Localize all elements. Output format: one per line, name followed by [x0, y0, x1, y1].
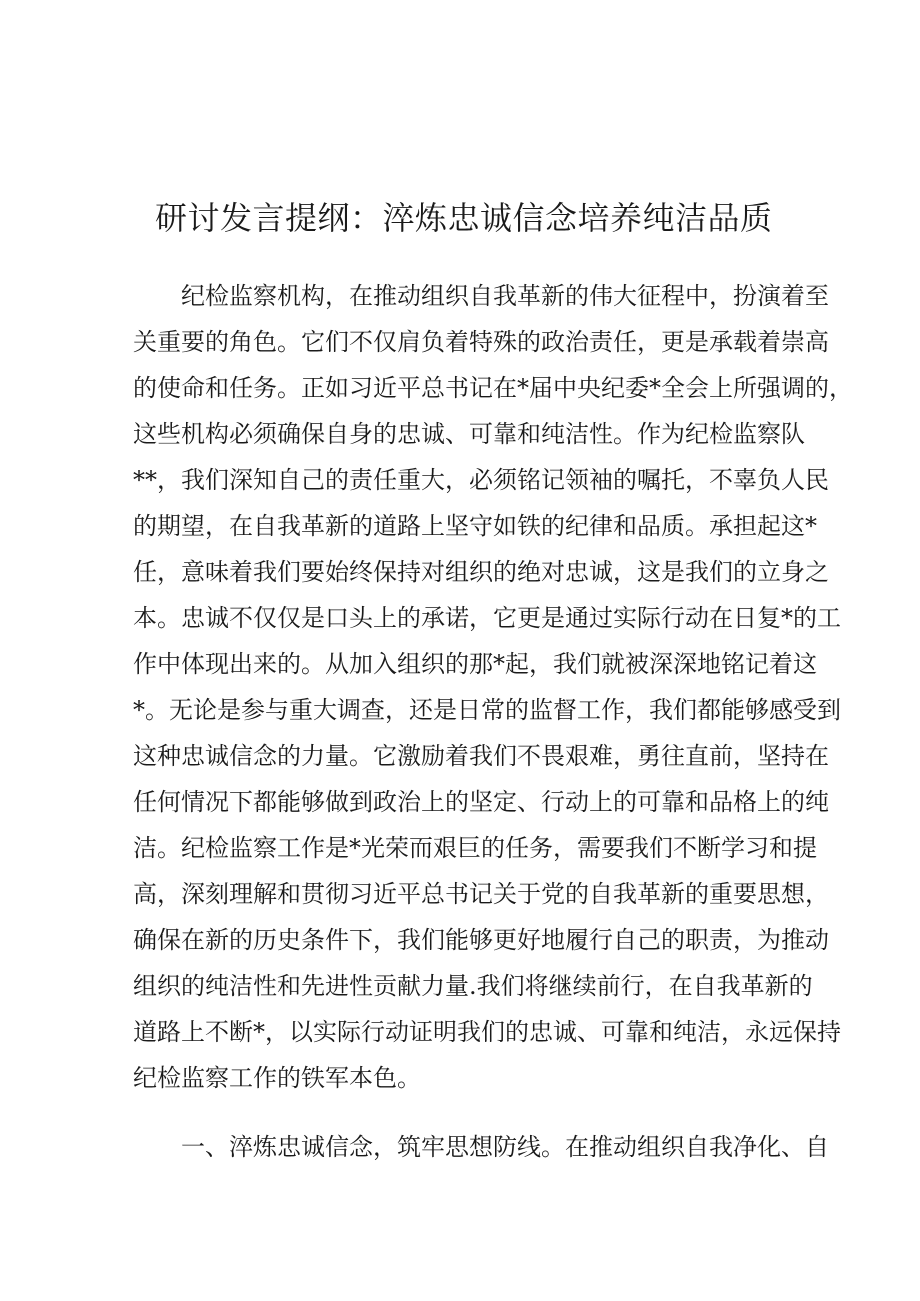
paragraph-line: 本。忠诚不仅仅是口头上的承诺，它更是通过实际行动在日复*的工: [133, 604, 841, 632]
paragraph-line: 纪检监察工作的铁军本色。: [133, 1064, 421, 1092]
paragraph-line: **，我们深知自己的责任重大，必须铭记领袖的嘱托，不辜负人民: [133, 466, 829, 494]
paragraph-line: 任何情况下都能够做到政治上的坚定、行动上的可靠和品格上的纯: [133, 788, 829, 816]
paragraph-line: 的期望，在自我革新的道路上坚守如铁的纪律和品质。承担起这*: [133, 512, 817, 540]
paragraph-line: 纪检监察机构，在推动组织自我革新的伟大征程中，扮演着至: [181, 282, 829, 310]
paragraph-line: 组织的纯洁性和先进性贡献力量.我们将继续前行，在自我革新的: [133, 972, 813, 1000]
paragraph-line: 高，深刻理解和贯彻习近平总书记关于党的自我革新的重要思想，: [133, 880, 829, 908]
paragraph-line: 关重要的角色。它们不仅肩负着特殊的政治责任，更是承载着崇高: [133, 328, 829, 356]
paragraph-line: 道路上不断*，以实际行动证明我们的忠诚、可靠和纯洁，永远保持: [133, 1018, 841, 1046]
paragraph-line: 确保在新的历史条件下，我们能够更好地履行自己的职责，为推动: [133, 926, 829, 954]
paragraph-line: 任，意味着我们要始终保持对组织的绝对忠诚，这是我们的立身之: [133, 558, 829, 586]
document-title: 研讨发言提纲：淬炼忠诚信念培养纯洁品质: [155, 199, 773, 237]
paragraph-line: 洁。纪检监察工作是*光荣而艰巨的任务，需要我们不断学习和提: [133, 834, 817, 862]
paragraph-line: 这种忠诚信念的力量。它激励着我们不畏艰难，勇往直前，坚持在: [133, 742, 829, 770]
paragraph-line: *。无论是参与重大调查，还是日常的监督工作，我们都能够感受到: [133, 696, 841, 724]
paragraph-line: 作中体现出来的。从加入组织的那*起，我们就被深深地铭记着这: [133, 650, 817, 678]
paragraph-line: 这些机构必须确保自身的忠诚、可靠和纯洁性。作为纪检监察队: [133, 420, 805, 448]
paragraph-line: 的使命和任务。正如习近平总书记在*届中央纪委*全会上所强调的，: [133, 374, 853, 402]
section-heading-line: 一、淬炼忠诚信念，筑牢思想防线。在推动组织自我净化、自: [181, 1133, 829, 1161]
